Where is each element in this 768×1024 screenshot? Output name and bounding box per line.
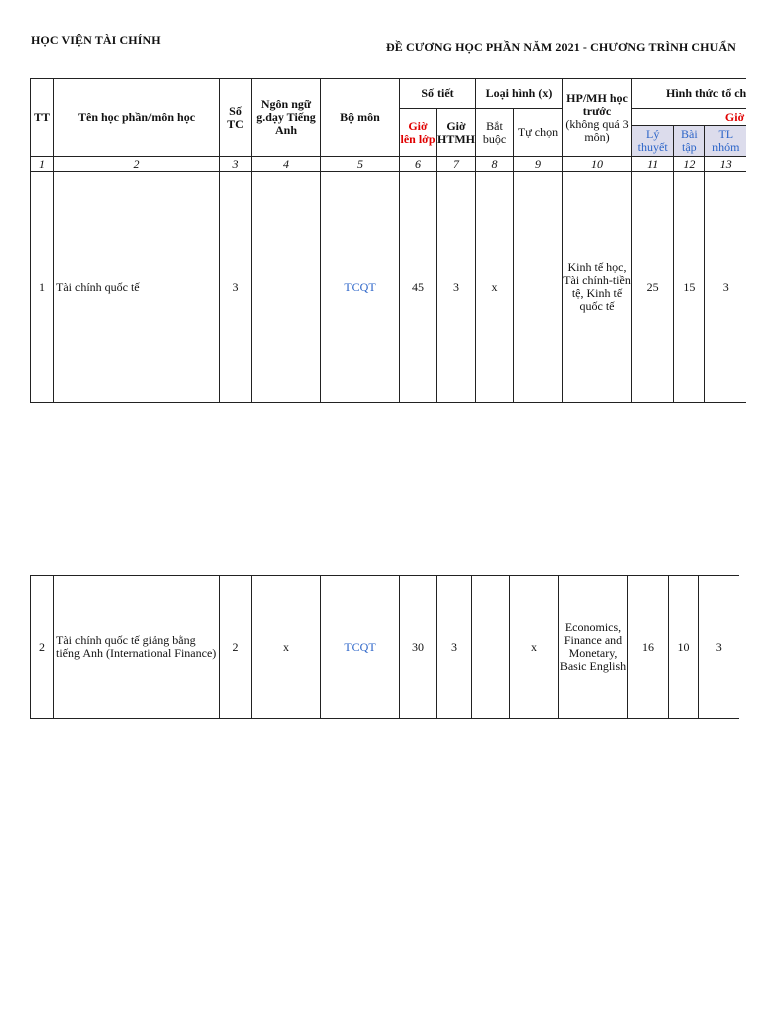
col-number: 8 [476, 157, 514, 172]
col-number: 12 [674, 157, 705, 172]
row-exercise: 15 [674, 172, 705, 403]
prereq-note: (không quá 3 môn) [565, 116, 629, 144]
col-number: 5 [321, 157, 400, 172]
col-credits-header: Số TC [220, 79, 252, 157]
row-language: x [252, 576, 321, 719]
col-number: 6 [400, 157, 437, 172]
col-department-header: Bộ môn [321, 79, 400, 157]
col-number: 2 [54, 157, 220, 172]
col-number: 9 [514, 157, 563, 172]
col-number: 10 [563, 157, 632, 172]
row-class-hours: 30 [400, 576, 437, 719]
row-htmh-hours: 3 [437, 172, 476, 403]
row-prerequisites: Kinh tế học, Tài chính-tiền tệ, Kinh tế quốc tế [563, 172, 632, 403]
col-number: 3 [220, 157, 252, 172]
row-department: TCQT [321, 576, 400, 719]
row-tt: 1 [31, 172, 54, 403]
col-number: 11 [632, 157, 674, 172]
row-prerequisites: Economics, Finance and Monetary, Basic English [559, 576, 628, 719]
row-credits: 2 [220, 576, 252, 719]
col-name-header: Tên học phần/môn học [54, 79, 220, 157]
table-row [31, 172, 747, 403]
institution-name: HỌC VIỆN TÀI CHÍNH [31, 33, 161, 47]
col-tt-header: TT [31, 79, 54, 157]
col-number: 7 [437, 157, 476, 172]
col-htmh-header: Giờ HTMH [437, 109, 476, 157]
table-row [31, 576, 739, 719]
col-language-header: Ngôn ngữ g.dạy Tiếng Anh [252, 79, 321, 157]
row-group: 3 [705, 172, 746, 403]
row-course-name: Tài chính quốc tế [54, 172, 220, 403]
col-number: 4 [252, 157, 321, 172]
row-theory: 25 [632, 172, 674, 403]
row-required: x [476, 172, 514, 403]
col-gio-header: Giờ [632, 109, 747, 126]
row-class-hours: 45 [400, 172, 437, 403]
document-title: ĐỀ CƯƠNG HỌC PHẦN NĂM 2021 - CHƯƠNG TRÌNH CHUẨN [386, 40, 736, 54]
col-prereq-header [563, 79, 632, 157]
row-tt: 2 [31, 576, 54, 719]
row-htmh-hours: 3 [437, 576, 472, 719]
col-type-header: Loại hình (x) [476, 79, 563, 109]
row-exercise: 10 [669, 576, 699, 719]
row-required [472, 576, 510, 719]
col-hours-header: Số tiết [400, 79, 476, 109]
col-number: 1 [31, 157, 54, 172]
row-group: 3 [699, 576, 739, 719]
col-elective-header: Tự chọn [514, 109, 563, 157]
col-theory-header: Lý thuyết [632, 126, 674, 157]
row-elective: x [510, 576, 559, 719]
course-table-1 [30, 78, 746, 403]
row-elective [514, 172, 563, 403]
col-class-hours-header: Giờ lên lớp [400, 109, 437, 157]
col-group-header: TL nhóm [705, 126, 746, 157]
row-course-name: Tài chính quốc tế giảng bằng tiếng Anh (International Finance) [54, 576, 220, 719]
col-required-header: Bắt buộc [476, 109, 514, 157]
course-table-2 [30, 575, 739, 719]
col-number: 13 [705, 157, 746, 172]
col-exercise-header: Bài tập [674, 126, 705, 157]
col-format-header: Hình thức tổ ch [632, 79, 747, 109]
row-theory: 16 [628, 576, 669, 719]
row-credits: 3 [220, 172, 252, 403]
row-department: TCQT [321, 172, 400, 403]
prereq-title: HP/MH học trước [566, 90, 628, 118]
row-language [252, 172, 321, 403]
